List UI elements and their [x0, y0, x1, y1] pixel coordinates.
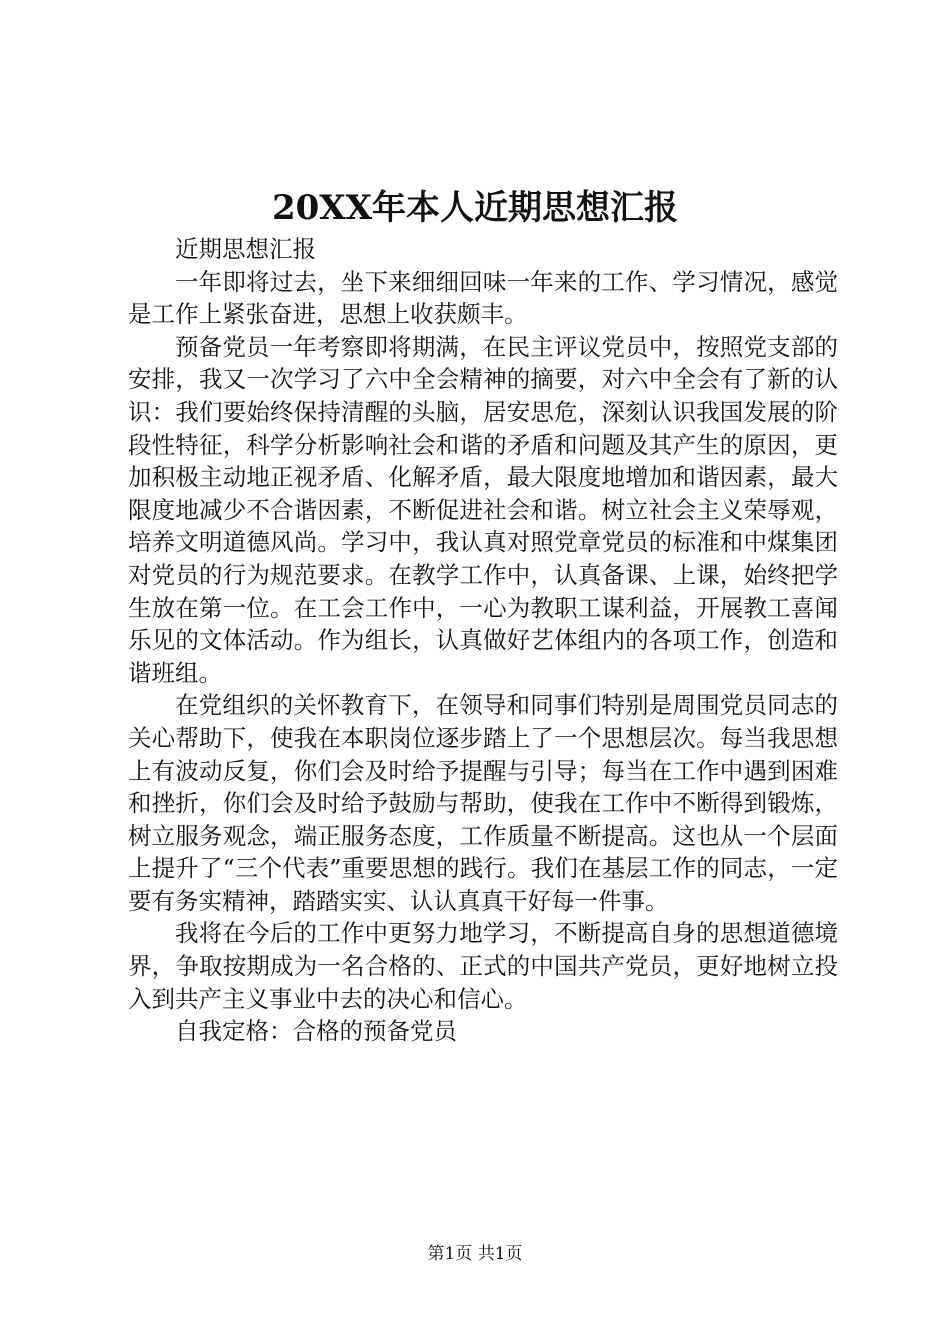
paragraph-intro: 一年即将过去，坐下来细细回味一年来的工作、学习情况，感觉是工作上紧张奋进，思想上收获颇丰。 [128, 267, 838, 329]
paragraph-study: 预备党员一年考察即将期满，在民主评议党员中，按照党支部的安排，我又一次学习了六中全会精神的摘要，对六中全会有了新的认识：我们要始终保持清醒的头脑，居安思危，深刻认识我国发展的阶段性特征，科学分析影响社会和谐的矛盾和问题及其产生的原因，更加积极主动地正视矛盾、化解矛盾，最大限度地增加和谐因素，最大限度地减少不合谐因素，不断促进社会和谐。树立社会主义荣辱观，培养文明道德风尚。学习中，我认真对照党章党员的标准和中煤集团对党员的行为规范要求。在教学工作中，认真备课、上课，始终把学生放在第一位。在工会工作中，一心为教职工谋利益，开展教工喜闻乐见的文体活动。作为组长，认真做好艺体组内的各项工作，创造和谐班组。 [128, 332, 838, 687]
paragraph-self-assessment: 自我定格：合格的预备党员 [175, 1017, 457, 1046]
paragraph-heading: 近期思想汇报 [175, 235, 316, 263]
page-number-footer: 第1页 共1页 [427, 1244, 523, 1264]
paragraph-growth: 在党组织的关怀教育下，在领导和同事们特别是周围党员同志的关心帮助下，使我在本职岗位逐步踏上了一个思想层次。每当我思想上有波动反复，你们会及时给予提醒与引导；每当在工作中遇到困难和挫折，你们会及时给予鼓励与帮助，使我在工作中不断得到锻炼，树立服务观念，端正服务态度，工作质量不断提高。这也从一个层面上提升了“三个代表”重要思想的践行。我们在基层工作的同志，一定要有务实精神，踏踏实实、认认真真干好每一件事。 [128, 691, 838, 915]
document-title: 20XX年本人近期思想汇报 [271, 188, 679, 228]
document-body [128, 233, 838, 1048]
paragraph-resolution: 我将在今后的工作中更努力地学习，不断提高自身的思想道德境界，争取按期成为一名合格的、正式的中国共产党员，更好地树立投入到共产主义事业中去的决心和信心。 [128, 919, 838, 1013]
